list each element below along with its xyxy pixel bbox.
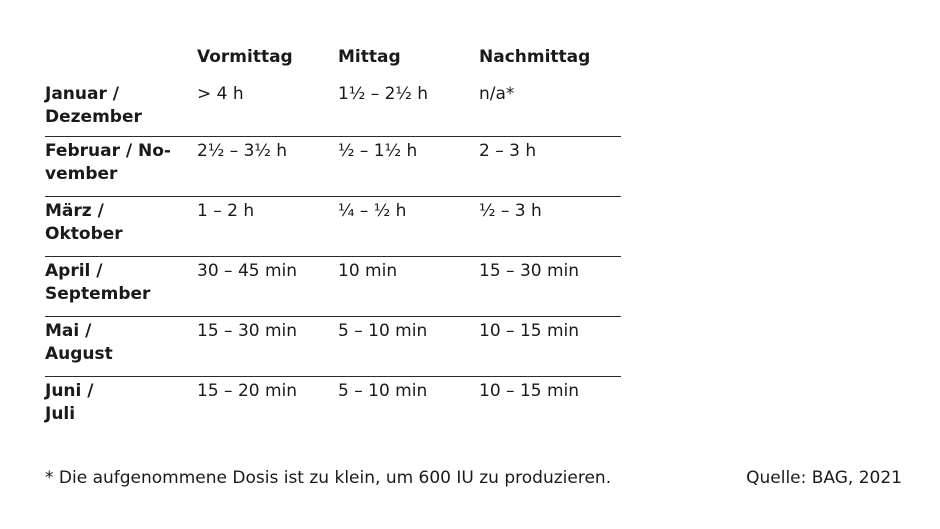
value-vormittag: 15 – 20 min	[197, 381, 298, 401]
table-row	[45, 377, 621, 437]
month-line-2: Oktober	[45, 224, 123, 244]
month-line-2: Dezember	[45, 107, 142, 127]
month-label	[45, 379, 197, 437]
value-mittag: ½ – 1½ h	[338, 141, 418, 161]
month-label	[45, 139, 197, 196]
month-line-1: Januar /	[45, 84, 119, 104]
value-vormittag: 30 – 45 min	[197, 261, 298, 281]
value-vormittag: 1 – 2 h	[197, 201, 255, 221]
value-nachmittag: 10 – 15 min	[479, 321, 580, 341]
table-row	[45, 317, 621, 377]
value-mittag: ¼ – ½ h	[338, 201, 407, 221]
month-line-2: September	[45, 284, 151, 304]
table-row	[45, 82, 621, 137]
table-row	[45, 257, 621, 317]
month-line-2: Juli	[45, 404, 76, 424]
value-vormittag: 15 – 30 min	[197, 321, 298, 341]
month-label	[45, 82, 197, 136]
month-label	[45, 259, 197, 316]
month-line-1: März /	[45, 201, 104, 221]
month-label	[45, 199, 197, 256]
value-vormittag: 2½ – 3½ h	[197, 141, 288, 161]
header-mittag: Mittag	[338, 47, 401, 67]
table-row	[45, 197, 621, 257]
header-nachmittag: Nachmittag	[479, 47, 591, 67]
table-row	[45, 137, 621, 197]
value-nachmittag: 2 – 3 h	[479, 141, 537, 161]
value-vormittag: > 4 h	[197, 84, 244, 104]
value-mittag: 5 – 10 min	[338, 321, 428, 341]
month-line-1: Mai /	[45, 321, 92, 341]
month-line-1: Juni /	[45, 381, 94, 401]
value-mittag: 5 – 10 min	[338, 381, 428, 401]
value-mittag: 10 min	[338, 261, 398, 281]
footnote: * Die aufgenommene Dosis ist zu klein, um 600 IU zu produzieren.	[45, 468, 612, 488]
month-label	[45, 319, 197, 376]
value-nachmittag: n/a*	[479, 84, 515, 104]
month-line-1: Februar / No-	[45, 141, 171, 161]
month-line-2: vember	[45, 164, 118, 184]
value-nachmittag: 10 – 15 min	[479, 381, 580, 401]
source-citation: Quelle: BAG, 2021	[746, 468, 902, 488]
table-header-row	[45, 40, 621, 82]
month-line-2: August	[45, 344, 113, 364]
value-nachmittag: 15 – 30 min	[479, 261, 580, 281]
value-nachmittag: ½ – 3 h	[479, 201, 542, 221]
sun-exposure-table	[45, 40, 621, 437]
header-vormittag: Vormittag	[197, 47, 293, 67]
month-line-1: April /	[45, 261, 103, 281]
value-mittag: 1½ – 2½ h	[338, 84, 429, 104]
